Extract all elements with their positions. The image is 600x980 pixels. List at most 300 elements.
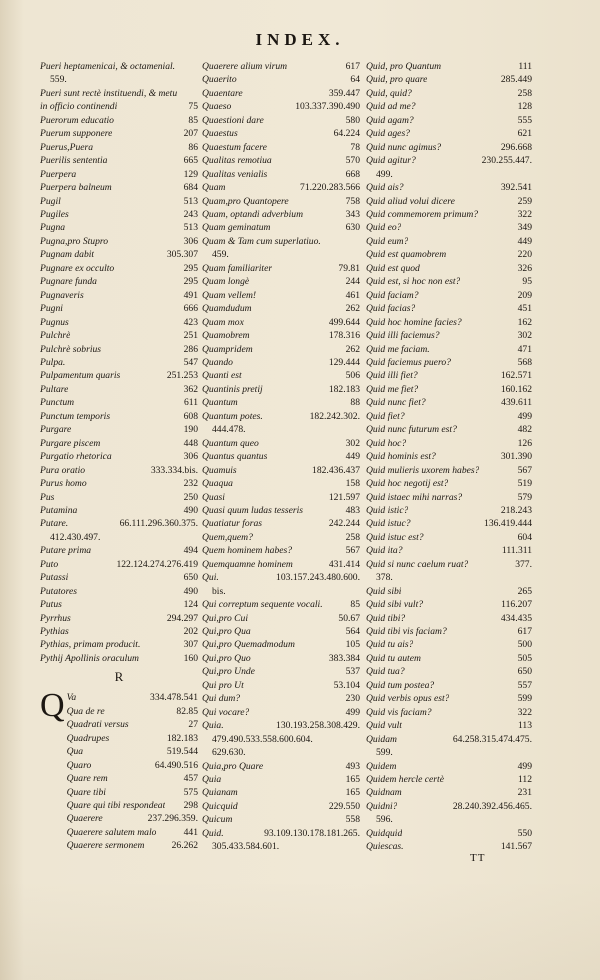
entry-term: Puerum supponere bbox=[40, 128, 113, 140]
index-entry bbox=[40, 208, 198, 221]
entry-page-refs: 160.162 bbox=[500, 383, 532, 395]
entries-q bbox=[67, 691, 198, 852]
entry-page-refs: 630 bbox=[345, 222, 360, 234]
index-entry bbox=[67, 705, 198, 718]
entries-quid bbox=[366, 60, 532, 854]
index-entry bbox=[366, 154, 532, 167]
index-entry bbox=[40, 114, 198, 127]
entry-page-refs: 296.668 bbox=[500, 141, 532, 153]
entry-page-refs: 82.85 bbox=[176, 705, 198, 717]
entry-page-refs: 165 bbox=[345, 787, 360, 799]
entry-page-refs: 182.183 bbox=[166, 732, 198, 744]
entry-page-refs: 178.316 bbox=[328, 330, 360, 342]
index-entry bbox=[202, 369, 360, 382]
entry-term: Quid commemorem primum? bbox=[366, 208, 479, 220]
index-entry bbox=[40, 100, 198, 113]
entry-term: Puto bbox=[40, 558, 59, 570]
index-entry bbox=[202, 760, 360, 773]
index-entry-continuation: 499. bbox=[376, 168, 393, 180]
entry-page-refs: 64 bbox=[350, 74, 360, 86]
entry-page-refs: 392.541 bbox=[500, 182, 532, 194]
entry-term: Qui,pro Qua bbox=[202, 626, 251, 638]
entry-page-refs: 85 bbox=[350, 599, 360, 611]
entry-term: Quare qui tibi respondeat bbox=[66, 800, 166, 812]
index-entry bbox=[366, 221, 532, 234]
entry-page-refs: 491 bbox=[183, 289, 198, 301]
entry-page-refs: 27 bbox=[188, 719, 198, 731]
entry-page-refs: 506 bbox=[345, 370, 360, 382]
index-entry bbox=[366, 800, 532, 813]
index-entry bbox=[202, 221, 360, 234]
entry-page-refs: 295 bbox=[183, 276, 198, 288]
entry-page-refs: 158 bbox=[345, 478, 360, 490]
index-entry bbox=[366, 464, 532, 477]
index-entry bbox=[366, 437, 532, 450]
entry-page-refs: 286 bbox=[183, 343, 198, 355]
index-entry bbox=[40, 437, 198, 450]
entry-term: Quam bbox=[202, 182, 226, 194]
entry-page-refs: 617 bbox=[345, 61, 360, 72]
index-entry bbox=[366, 504, 532, 517]
index-entry bbox=[366, 396, 532, 409]
entry-page-refs: 359.447 bbox=[328, 87, 360, 99]
index-entry bbox=[67, 745, 198, 758]
index-column-1 bbox=[40, 60, 198, 853]
entry-term: Quid hoc? bbox=[366, 437, 407, 449]
entry-page-refs: 550 bbox=[517, 827, 532, 839]
entry-term: Quia. bbox=[202, 720, 224, 732]
index-entry bbox=[40, 60, 198, 73]
entry-page-refs: 86 bbox=[188, 141, 198, 153]
index-column-2 bbox=[202, 60, 360, 854]
index-entry bbox=[366, 329, 532, 342]
entry-term: Quicquid bbox=[202, 800, 238, 812]
page-header: INDEX. bbox=[255, 30, 345, 49]
index-entry bbox=[67, 839, 198, 852]
entry-page-refs: 202 bbox=[183, 626, 198, 638]
entry-term: Qui pro Ut bbox=[202, 679, 244, 691]
index-entry bbox=[366, 410, 532, 423]
index-entry bbox=[202, 316, 360, 329]
entry-term: Quid faciam? bbox=[366, 289, 419, 301]
entry-page-refs: 322 bbox=[517, 208, 532, 220]
entry-page-refs: 513 bbox=[183, 195, 198, 207]
entry-page-refs: 349 bbox=[517, 222, 532, 234]
index-entry bbox=[202, 127, 360, 140]
entry-page-refs: 326 bbox=[517, 262, 532, 274]
index-entry bbox=[40, 410, 198, 423]
entry-page-refs: 604 bbox=[517, 531, 532, 543]
entry-term: Quaqua bbox=[202, 478, 233, 490]
index-entry bbox=[202, 652, 360, 665]
entry-term: Quid vult bbox=[366, 720, 402, 732]
entry-page-refs: 112 bbox=[517, 774, 532, 786]
index-entry bbox=[366, 127, 532, 140]
entry-term: Quid est quod bbox=[366, 262, 420, 274]
entry-term: Quam,pro Quantopere bbox=[202, 195, 289, 207]
entry-page-refs: 64.258.315.474.475. bbox=[452, 733, 532, 745]
index-entry bbox=[366, 827, 532, 840]
entry-term: Quantinis pretij bbox=[202, 383, 263, 395]
entry-term: Pulchrè sobrius bbox=[40, 343, 102, 355]
index-entry bbox=[366, 356, 532, 369]
entry-term: Quasi quum ludas tesseris bbox=[202, 504, 304, 516]
index-entry bbox=[202, 100, 360, 113]
entry-page-refs: 53.104 bbox=[333, 679, 360, 691]
entry-term: Quatiatur foras bbox=[202, 518, 262, 530]
entry-term: Quare tibi bbox=[66, 786, 106, 798]
entry-page-refs: 490 bbox=[183, 585, 198, 597]
entry-page-refs: 665 bbox=[183, 155, 198, 167]
entry-page-refs: 575 bbox=[183, 786, 198, 798]
index-entry bbox=[202, 396, 360, 409]
index-entry bbox=[366, 706, 532, 719]
index-entry bbox=[202, 73, 360, 86]
entry-term: Putassi bbox=[40, 572, 69, 584]
entry-term: Quid nunc fiet? bbox=[366, 397, 426, 409]
entry-page-refs: 103.157.243.480.600. bbox=[276, 572, 360, 584]
index-entry bbox=[202, 208, 360, 221]
index-entry bbox=[202, 558, 360, 571]
entry-term: Quidem bbox=[366, 760, 397, 772]
index-entry bbox=[40, 262, 198, 275]
entry-term: Purgatio rhetorica bbox=[40, 451, 112, 463]
entry-term: Quid sibi vult? bbox=[366, 599, 424, 611]
entry-term: Quid ita? bbox=[366, 545, 403, 557]
entry-page-refs: 621 bbox=[517, 128, 532, 140]
entry-page-refs: 570 bbox=[345, 155, 360, 167]
entry-term: Punctum bbox=[40, 397, 75, 409]
index-entry bbox=[202, 544, 360, 557]
index-entry bbox=[40, 544, 198, 557]
entry-term: Quid, pro Quantum bbox=[366, 61, 442, 72]
entry-term: Pugna,pro Stupro bbox=[40, 235, 109, 247]
entry-term: Qua bbox=[66, 746, 84, 758]
entry-page-refs bbox=[195, 60, 198, 73]
entry-page-refs: 505 bbox=[517, 652, 532, 664]
entry-term: Quid tu ais? bbox=[366, 639, 414, 651]
index-entry bbox=[202, 491, 360, 504]
entry-term: Quid fiet? bbox=[366, 410, 405, 422]
index-entry bbox=[40, 625, 198, 638]
index-entry bbox=[366, 248, 532, 261]
entry-term: Quantum bbox=[202, 397, 238, 409]
index-entry bbox=[366, 383, 532, 396]
entry-term: Quaeso bbox=[202, 101, 232, 113]
entry-page-refs: 617 bbox=[517, 626, 532, 638]
entry-term: Quid tu autem bbox=[366, 652, 421, 664]
index-entry bbox=[366, 208, 532, 221]
entry-term: Qualitas venialis bbox=[202, 168, 268, 180]
entry-page-refs: 66.111.296.360.375. bbox=[119, 518, 198, 530]
entry-term: Quid ais? bbox=[366, 182, 404, 194]
index-entry bbox=[202, 827, 360, 840]
entry-page-refs: 568 bbox=[517, 356, 532, 368]
entry-term: Purus homo bbox=[40, 478, 87, 490]
entry-term: Qui,pro Quo bbox=[202, 652, 251, 664]
entry-term: Quid est quamobrem bbox=[366, 249, 447, 261]
entry-page-refs: 457 bbox=[183, 773, 198, 785]
index-entry bbox=[67, 826, 198, 839]
entry-term: Quid facias? bbox=[366, 303, 416, 315]
index-entry bbox=[67, 718, 198, 731]
index-entry bbox=[40, 275, 198, 288]
index-entry-continuation: 629.630. bbox=[212, 747, 246, 759]
index-entry bbox=[40, 491, 198, 504]
index-entry bbox=[40, 585, 198, 598]
paper-shade bbox=[0, 880, 600, 980]
index-entry-continuation: 479.490.533.558.600.604. bbox=[212, 733, 313, 745]
entry-page-refs: 258 bbox=[345, 531, 360, 543]
entry-page-refs: 130.193.258.308.429. bbox=[276, 720, 360, 732]
entry-page-refs: 129.444 bbox=[328, 356, 360, 368]
index-entry bbox=[40, 87, 198, 100]
index-entry bbox=[40, 369, 198, 382]
index-entry bbox=[202, 531, 360, 544]
entry-page-refs: 126 bbox=[517, 437, 532, 449]
entry-page-refs: 259 bbox=[517, 195, 532, 207]
entry-page-refs: 103.337.390.490 bbox=[295, 101, 360, 113]
index-entry bbox=[67, 691, 198, 704]
index-entry bbox=[366, 531, 532, 544]
entry-page-refs: 483 bbox=[345, 504, 360, 516]
entry-page-refs: 482 bbox=[517, 424, 532, 436]
entry-page-refs: 362 bbox=[183, 383, 198, 395]
entry-term: Pulpa. bbox=[40, 356, 66, 368]
entry-page-refs: 88 bbox=[350, 397, 360, 409]
entry-term: Quid hoc homine facies? bbox=[366, 316, 462, 328]
entry-term: Quam longè bbox=[202, 276, 250, 288]
entry-page-refs: 377. bbox=[515, 558, 532, 570]
entry-term: Quid si nunc caelum ruat? bbox=[366, 558, 469, 570]
index-entry bbox=[366, 773, 532, 786]
index-entry bbox=[202, 598, 360, 611]
entry-page-refs: 306 bbox=[183, 235, 198, 247]
entry-term: Quidni? bbox=[366, 800, 398, 812]
index-entry bbox=[40, 477, 198, 490]
index-entry bbox=[366, 262, 532, 275]
entry-term: Qui dum? bbox=[202, 693, 241, 705]
index-entry bbox=[202, 437, 360, 450]
entry-page-refs: 165 bbox=[345, 774, 360, 786]
entry-term: Quaerere bbox=[66, 813, 103, 825]
index-entry bbox=[67, 786, 198, 799]
index-entry bbox=[202, 692, 360, 705]
index-entry bbox=[40, 464, 198, 477]
entry-page-refs: 162 bbox=[517, 316, 532, 328]
entry-term: Quaestioni dare bbox=[202, 114, 264, 126]
entry-page-refs bbox=[195, 87, 198, 100]
index-entry bbox=[366, 679, 532, 692]
entry-term: Quid eo? bbox=[366, 222, 402, 234]
entry-term: Pueri heptamenicai, & octamenial. bbox=[40, 61, 176, 72]
entry-term: Pueri sunt rectè instituendi, & metu bbox=[40, 87, 178, 99]
entry-term: Purgare piscem bbox=[40, 437, 101, 449]
index-entry bbox=[366, 612, 532, 625]
entry-term: Putare. bbox=[40, 518, 69, 530]
entry-term: Quaestus bbox=[202, 128, 238, 140]
index-entry bbox=[202, 800, 360, 813]
index-entry-continuation: 599. bbox=[376, 747, 393, 759]
entry-page-refs: 295 bbox=[183, 262, 198, 274]
entry-page-refs: 307 bbox=[183, 639, 198, 651]
index-entry bbox=[202, 638, 360, 651]
entry-term: Qui,pro Quemadmodum bbox=[202, 639, 295, 651]
index-entry bbox=[366, 181, 532, 194]
index-entry bbox=[40, 504, 198, 517]
entry-page-refs: 567 bbox=[345, 545, 360, 557]
entry-page-refs: 434.435 bbox=[500, 612, 532, 624]
index-entry bbox=[366, 652, 532, 665]
entry-term: Quid verbis opus est? bbox=[366, 693, 450, 705]
index-entry bbox=[202, 706, 360, 719]
index-entry bbox=[202, 450, 360, 463]
entry-page-refs: 431.414 bbox=[328, 558, 360, 570]
entry-page-refs: 301.390 bbox=[500, 451, 532, 463]
index-entry bbox=[202, 289, 360, 302]
index-entry bbox=[366, 558, 532, 571]
entry-page-refs: 441 bbox=[183, 826, 198, 838]
index-entry bbox=[366, 73, 532, 86]
index-entry bbox=[366, 289, 532, 302]
entry-page-refs: 500 bbox=[517, 639, 532, 651]
entry-page-refs: 519.544 bbox=[166, 746, 198, 758]
index-entry bbox=[40, 248, 198, 261]
entry-term: Quadrupes bbox=[66, 732, 110, 744]
entry-term: Quam & Tam cum superlatiuo. bbox=[202, 235, 321, 247]
index-entry-continuation: 559. bbox=[50, 74, 67, 86]
entry-term: Pugnus bbox=[40, 316, 69, 328]
entry-page-refs: 564 bbox=[345, 626, 360, 638]
entry-page-refs: 611 bbox=[183, 397, 198, 409]
entry-term: Quampridem bbox=[202, 343, 253, 355]
index-entry bbox=[202, 114, 360, 127]
entry-term: Va bbox=[66, 692, 77, 704]
index-entry bbox=[366, 544, 532, 557]
entry-page-refs: 85 bbox=[188, 114, 198, 126]
index-entry bbox=[202, 154, 360, 167]
index-entry bbox=[202, 329, 360, 342]
entry-term: Quidquid bbox=[366, 827, 403, 839]
entry-term: Quid eum? bbox=[366, 235, 409, 247]
entry-page-refs: 75 bbox=[188, 101, 198, 113]
entry-term: Quid mulieris uxorem habes? bbox=[366, 464, 480, 476]
entry-page-refs: 555 bbox=[517, 114, 532, 126]
entry-page-refs: 298 bbox=[183, 800, 198, 812]
entry-term: Quiescas. bbox=[366, 841, 404, 853]
section-q bbox=[40, 687, 198, 852]
entry-page-refs: 232 bbox=[183, 478, 198, 490]
entry-term: Quantum potes. bbox=[202, 410, 263, 422]
entry-term: Quid aliud volui dicere bbox=[366, 195, 455, 207]
entry-page-refs: 302 bbox=[345, 437, 360, 449]
entry-term: Quemquamne hominem bbox=[202, 558, 293, 570]
entry-page-refs: 343 bbox=[345, 208, 360, 220]
entry-term: Quid hoc negotij est? bbox=[366, 478, 449, 490]
entry-term: Qui,pro Unde bbox=[202, 666, 255, 678]
entry-page-refs: 243 bbox=[183, 208, 198, 220]
index-entry bbox=[202, 302, 360, 315]
entry-page-refs: 93.109.130.178.181.265. bbox=[264, 827, 360, 839]
entry-term: Qui correptum sequente vocali. bbox=[202, 599, 323, 611]
entry-term: Quid tibi? bbox=[366, 612, 406, 624]
entry-page-refs: 537 bbox=[345, 666, 360, 678]
entry-page-refs: 519 bbox=[517, 478, 532, 490]
entry-term: Quadrati versus bbox=[66, 719, 129, 731]
entry-page-refs: 302 bbox=[517, 330, 532, 342]
entry-term: Pugnare funda bbox=[40, 276, 97, 288]
index-entry bbox=[202, 181, 360, 194]
entry-term: Quid illi faciemus? bbox=[366, 330, 440, 342]
entry-term: Qua de re bbox=[66, 705, 105, 717]
entry-term: Puerpera bbox=[40, 168, 77, 180]
entry-page-refs: 182.242.302. bbox=[309, 410, 360, 422]
index-entry bbox=[366, 585, 532, 598]
entry-page-refs: 105 bbox=[345, 639, 360, 651]
index-entry bbox=[366, 316, 532, 329]
entry-page-refs: 258 bbox=[517, 87, 532, 99]
entry-page-refs: 423 bbox=[183, 316, 198, 328]
index-entry bbox=[40, 612, 198, 625]
entry-term: Pugni bbox=[40, 303, 63, 315]
entry-page-refs: 494 bbox=[183, 545, 198, 557]
index-entry bbox=[40, 450, 198, 463]
entry-term: Pugnare ex occulto bbox=[40, 262, 115, 274]
entry-term: Qui,pro Cui bbox=[202, 612, 249, 624]
entry-term: Quid istuc? bbox=[366, 518, 411, 530]
index-entry bbox=[366, 625, 532, 638]
entry-page-refs: 285.449 bbox=[500, 74, 532, 86]
entry-term: Quaerito bbox=[202, 74, 237, 86]
entry-term: Quaro bbox=[66, 759, 92, 771]
entry-term: Quia bbox=[202, 774, 222, 786]
entry-page-refs: 684 bbox=[183, 182, 198, 194]
index-entry-continuation: 378. bbox=[376, 572, 393, 584]
entry-page-refs: 666 bbox=[183, 303, 198, 315]
entry-term: Quantus quantus bbox=[202, 451, 268, 463]
index-entry bbox=[202, 343, 360, 356]
index-entry bbox=[366, 786, 532, 799]
entry-term: Pythias, primam producit. bbox=[40, 639, 141, 651]
index-entry bbox=[40, 396, 198, 409]
entry-page-refs: 758 bbox=[345, 195, 360, 207]
entry-term: Quaerere alium virum bbox=[202, 61, 288, 72]
index-entry bbox=[40, 235, 198, 248]
index-entry bbox=[67, 772, 198, 785]
index-entry bbox=[366, 343, 532, 356]
index-entry bbox=[366, 100, 532, 113]
index-entry-continuation: 596. bbox=[376, 814, 393, 826]
entry-page-refs: 182.183 bbox=[328, 383, 360, 395]
entry-page-refs: 557 bbox=[517, 679, 532, 691]
index-entry bbox=[366, 302, 532, 315]
entry-term: Pyrrhus bbox=[40, 612, 71, 624]
index-entry-continuation: 305.433.584.601. bbox=[212, 841, 280, 853]
index-entry bbox=[40, 289, 198, 302]
index-entry bbox=[40, 181, 198, 194]
index-entry bbox=[40, 316, 198, 329]
entry-page-refs: 116.207 bbox=[501, 599, 532, 611]
entry-term: Quid ages? bbox=[366, 128, 410, 140]
entry-term: Quid istuc est? bbox=[366, 531, 424, 543]
entry-term: Quam geminatum bbox=[202, 222, 271, 234]
entry-term: Quamuis bbox=[202, 464, 237, 476]
entry-term: Quianam bbox=[202, 787, 238, 799]
index-entry bbox=[366, 87, 532, 100]
index-entry bbox=[202, 356, 360, 369]
index-entry bbox=[40, 329, 198, 342]
entry-term: Quanti est bbox=[202, 370, 242, 382]
